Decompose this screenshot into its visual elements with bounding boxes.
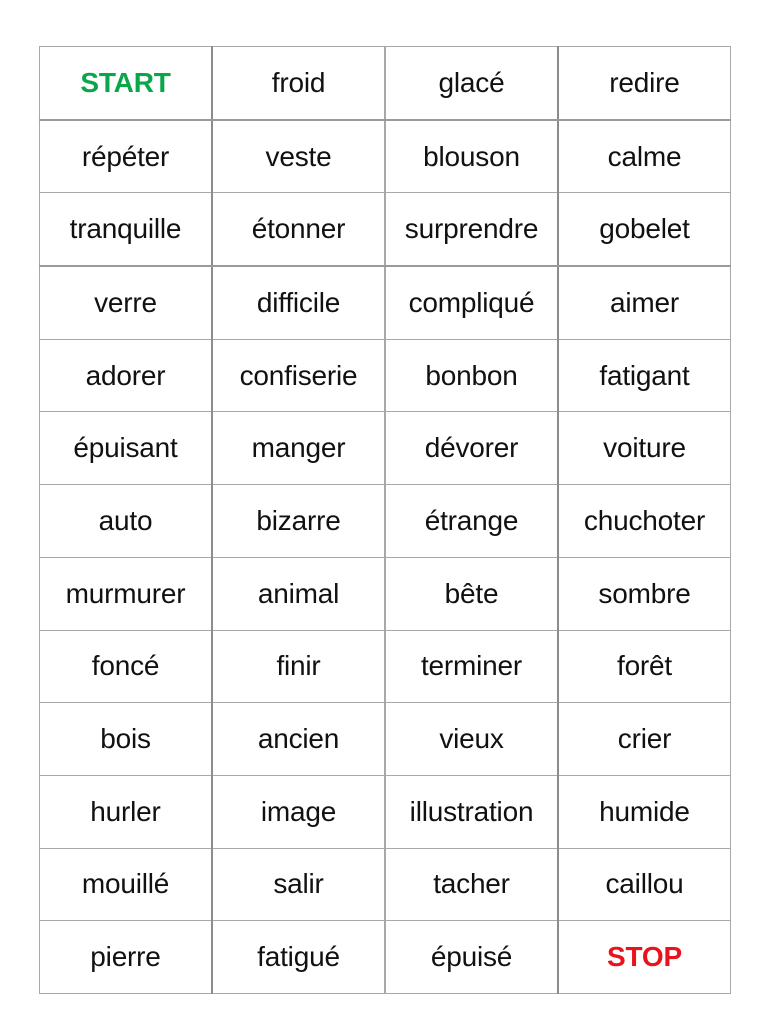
cell: compliqué [385,266,558,339]
cell: gobelet [558,193,731,266]
cell: difficile [212,266,385,339]
cell: humide [558,775,731,848]
cell: redire [558,47,731,120]
cell: verre [40,266,213,339]
cell: bête [385,557,558,630]
cell: image [212,775,385,848]
cell: ancien [212,703,385,776]
cell: aimer [558,266,731,339]
cell: veste [212,120,385,193]
cell: fatigué [212,921,385,994]
grid-row [40,921,731,994]
cell: caillou [558,848,731,921]
word-grid [39,46,731,994]
cell: répéter [40,120,213,193]
grid-row [40,557,731,630]
cell: dévorer [385,412,558,485]
cell: finir [212,630,385,703]
grid-row [40,193,731,266]
cell: voiture [558,412,731,485]
cell-stop: STOP [558,921,731,994]
cell: chuchoter [558,485,731,558]
cell: étonner [212,193,385,266]
cell: forêt [558,630,731,703]
cell: manger [212,412,385,485]
cell: épuisant [40,412,213,485]
grid-row [40,485,731,558]
cell: foncé [40,630,213,703]
cell: bizarre [212,485,385,558]
grid-row [40,266,731,339]
cell: sombre [558,557,731,630]
grid-row [40,775,731,848]
cell: tacher [385,848,558,921]
cell-start: START [40,47,213,120]
cell: glacé [385,47,558,120]
grid-row [40,47,731,120]
grid-row [40,120,731,193]
grid-row [40,412,731,485]
grid-row [40,339,731,412]
cell: animal [212,557,385,630]
cell: auto [40,485,213,558]
cell: tranquille [40,193,213,266]
cell: crier [558,703,731,776]
cell: illustration [385,775,558,848]
cell: murmurer [40,557,213,630]
cell: fatigant [558,339,731,412]
grid-row [40,848,731,921]
cell: confiserie [212,339,385,412]
cell: épuisé [385,921,558,994]
cell: terminer [385,630,558,703]
grid-row [40,630,731,703]
cell: hurler [40,775,213,848]
cell: blouson [385,120,558,193]
word-grid-body [40,47,731,994]
cell: salir [212,848,385,921]
cell: froid [212,47,385,120]
cell: mouillé [40,848,213,921]
cell: adorer [40,339,213,412]
cell: vieux [385,703,558,776]
cell: bonbon [385,339,558,412]
cell: calme [558,120,731,193]
cell: bois [40,703,213,776]
grid-row [40,703,731,776]
cell: étrange [385,485,558,558]
cell: pierre [40,921,213,994]
cell: surprendre [385,193,558,266]
